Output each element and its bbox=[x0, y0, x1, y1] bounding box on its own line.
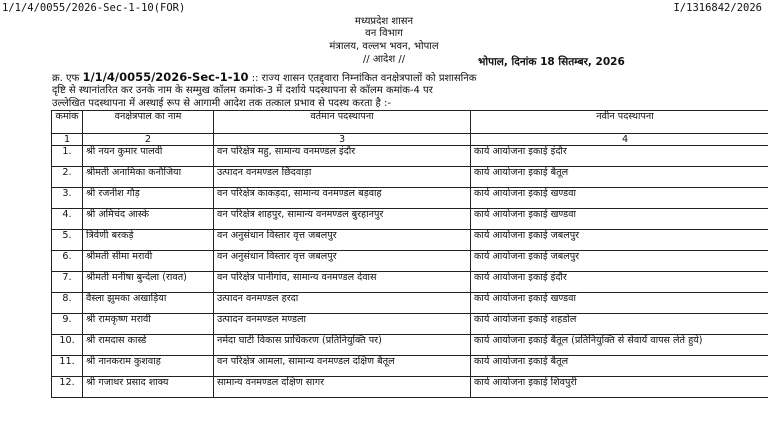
header-new-posting: नवीन पदस्थापना bbox=[471, 111, 768, 134]
table-row bbox=[52, 251, 768, 272]
serial-cell: 3. bbox=[52, 188, 83, 209]
name-cell: श्री नानकराम कुशवाह bbox=[83, 356, 214, 377]
new-posting-cell: कार्य आयोजना इकाई बैतूल bbox=[471, 356, 768, 377]
current-posting-cell: उत्पादन वनमण्डल हरदा bbox=[214, 293, 471, 314]
date-line: भोपाल, दिनांक 18 सितम्बर, 2026 bbox=[478, 56, 625, 68]
transfer-table bbox=[51, 110, 768, 398]
index-cell: 3 bbox=[214, 134, 471, 146]
name-cell: त्रिवेणी बरकड़े bbox=[83, 230, 214, 251]
serial-cell: 2. bbox=[52, 167, 83, 188]
serial-cell: 7. bbox=[52, 272, 83, 293]
order-line-3: उल्लेखित पदस्थापना में अस्थाई रूप से आगामी आदेश तक तत्काल प्रभाव से पदस्थ करता है :- bbox=[52, 98, 392, 109]
table-row bbox=[52, 335, 768, 356]
new-posting-cell: कार्य आयोजना इकाई खण्डवा bbox=[471, 209, 768, 230]
header-current-posting: वर्तमान पदस्थापना bbox=[214, 111, 471, 134]
table-row bbox=[52, 188, 768, 209]
name-cell: श्री रामकृष्ण मरावी bbox=[83, 314, 214, 335]
name-cell: श्री रजनीश गौड़ bbox=[83, 188, 214, 209]
new-posting-cell: कार्य आयोजना इकाई शहडोल bbox=[471, 314, 768, 335]
current-posting-cell: सामान्य वनमण्डल दक्षिण सागर bbox=[214, 377, 471, 398]
name-cell: श्री रामदास कास्डे bbox=[83, 335, 214, 356]
file-ref-right: I/1316842/2026 bbox=[673, 2, 762, 14]
current-posting-cell: वन परिक्षेत्र शाहपुर, सामान्य वनमण्डल बुरहानपुर bbox=[214, 209, 471, 230]
serial-cell: 1. bbox=[52, 146, 83, 167]
name-cell: श्रीमती मनीषा बुन्देला (रावत) bbox=[83, 272, 214, 293]
serial-cell: 11. bbox=[52, 356, 83, 377]
name-cell: वैस्ला झुमका अखाड़िया bbox=[83, 293, 214, 314]
header-name: वनक्षेत्रपाल का नाम bbox=[83, 111, 214, 134]
table-row bbox=[52, 356, 768, 377]
current-posting-cell: वन अनुसंधान विस्तार वृत्त जबलपुर bbox=[214, 251, 471, 272]
header-serial: कमांक bbox=[52, 111, 83, 134]
new-posting-cell: कार्य आयोजना इकाई इंदौर bbox=[471, 272, 768, 293]
table-row bbox=[52, 377, 768, 398]
current-posting-cell: वन परिक्षेत्र काकड़दा, सामान्य वनमण्डल बड़वाह bbox=[214, 188, 471, 209]
new-posting-cell: कार्य आयोजना इकाई जबलपुर bbox=[471, 230, 768, 251]
serial-cell: 5. bbox=[52, 230, 83, 251]
government-name: मध्यप्रदेश शासन bbox=[354, 16, 414, 27]
serial-cell: 8. bbox=[52, 293, 83, 314]
table-row bbox=[52, 272, 768, 293]
index-cell: 1 bbox=[52, 134, 83, 146]
table-row bbox=[52, 293, 768, 314]
table-row bbox=[52, 314, 768, 335]
serial-cell: 9. bbox=[52, 314, 83, 335]
current-posting-cell: उत्पादन वनमण्डल मण्डला bbox=[214, 314, 471, 335]
file-ref-left: 1/1/4/0055/2026-Sec-1-10(FOR) bbox=[2, 2, 186, 14]
name-cell: श्री अमिचंद आस्के bbox=[83, 209, 214, 230]
current-posting-cell: उत्पादन वनमण्डल छिंदवाड़ा bbox=[214, 167, 471, 188]
order-text-line-1 bbox=[52, 71, 752, 85]
current-posting-cell: नर्मदा घाटी विकास प्राधिकरण (प्रतिनियुक्ति पर) bbox=[214, 335, 471, 356]
new-posting-cell: कार्य आयोजना इकाई खण्डवा bbox=[471, 188, 768, 209]
file-reference-bar bbox=[0, 2, 768, 16]
ministry-address: मंत्रालय, वल्लभ भवन, भोपाल bbox=[329, 41, 439, 52]
column-index-row bbox=[52, 134, 768, 146]
name-cell: श्रीमती सीमा मरावी bbox=[83, 251, 214, 272]
name-cell: श्रीमती अनामिका कनौजिया bbox=[83, 167, 214, 188]
serial-cell: 4. bbox=[52, 209, 83, 230]
new-posting-cell: कार्य आयोजना इकाई बैतूल (प्रतिनियुक्ति से सेवायें वापस लेते हुये) bbox=[471, 335, 768, 356]
current-posting-cell: वन परिक्षेत्र आमला, सामान्य वनमण्डल दक्षिण बैतूल bbox=[214, 356, 471, 377]
new-posting-cell: कार्य आयोजना इकाई बैतूल bbox=[471, 167, 768, 188]
new-posting-cell: कार्य आयोजना इकाई शिवपुरी bbox=[471, 377, 768, 398]
name-cell: श्री नयन कुमार पालवी bbox=[83, 146, 214, 167]
order-line-2: दृष्टि से स्थानांतरित कर उनके नाम के सम्मुख कॉलम कमांक-3 में दर्शाये पदस्थापना से कॉलम कमांक-4 पर bbox=[52, 85, 433, 96]
order-reference: 1/1/4/0055/2026-Sec-1-10 bbox=[82, 70, 249, 84]
serial-cell: 10. bbox=[52, 335, 83, 356]
department-name: वन विभाग bbox=[365, 28, 403, 39]
index-cell: 2 bbox=[83, 134, 214, 146]
current-posting-cell: वन अनुसंधान विस्तार वृत्त जबलपुर bbox=[214, 230, 471, 251]
table-row bbox=[52, 230, 768, 251]
name-cell: श्री गजाधर प्रसाद शाक्य bbox=[83, 377, 214, 398]
table-row bbox=[52, 167, 768, 188]
table-header-row bbox=[52, 111, 768, 134]
serial-cell: 12. bbox=[52, 377, 83, 398]
table-row bbox=[52, 209, 768, 230]
current-posting-cell: वन परिक्षेत्र महु, सामान्य वनमण्डल इंदौर bbox=[214, 146, 471, 167]
new-posting-cell: कार्य आयोजना इकाई जबलपुर bbox=[471, 251, 768, 272]
order-line-1: :: राज्य शासन एतद्द्वारा निम्नांकित वनक्षेत्रपालों को प्रशासनिक bbox=[251, 73, 477, 84]
order-title: // आदेश // bbox=[362, 54, 406, 65]
index-cell: 4 bbox=[471, 134, 768, 146]
table-row bbox=[52, 146, 768, 167]
new-posting-cell: कार्य आयोजना इकाई इंदौर bbox=[471, 146, 768, 167]
current-posting-cell: वन परिक्षेत्र पानीगांव, सामान्य वनमण्डल देवास bbox=[214, 272, 471, 293]
serial-cell: 6. bbox=[52, 251, 83, 272]
order-prefix: क्र. एफ bbox=[52, 73, 80, 84]
new-posting-cell: कार्य आयोजना इकाई खण्डवा bbox=[471, 293, 768, 314]
